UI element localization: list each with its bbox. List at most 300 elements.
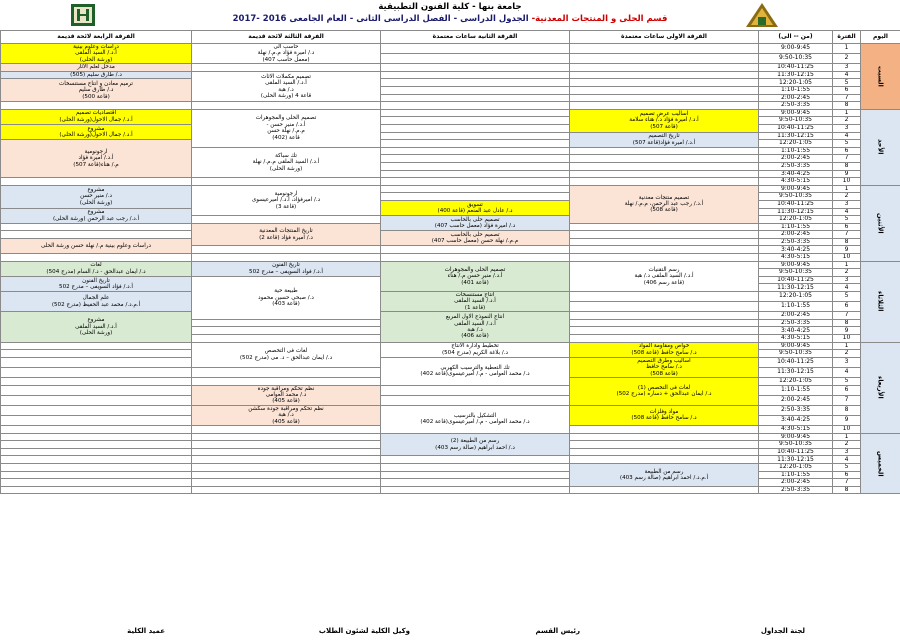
empty-cell bbox=[1, 426, 192, 434]
class-line: رسم التقنيات bbox=[648, 266, 680, 273]
table-row bbox=[1, 395, 900, 405]
table-row bbox=[1, 479, 900, 487]
table-row bbox=[1, 71, 900, 79]
empty-cell bbox=[192, 178, 381, 186]
period-number: 6 bbox=[833, 147, 861, 155]
period-number: 8 bbox=[833, 238, 861, 246]
table-row bbox=[1, 486, 900, 494]
empty-cell bbox=[1, 433, 192, 441]
period-number: 7 bbox=[833, 479, 861, 487]
class-line: أ.م.د./ احمد ابراهيم (صالة رسم 403) bbox=[619, 474, 709, 481]
class-line: د./ ايمان عبدالحق + دساره (مدرج 502) bbox=[616, 391, 712, 398]
class-line: أ.د./ السيد الملقى bbox=[454, 298, 496, 305]
day-cell: الأربعاء bbox=[861, 342, 900, 433]
period-number: 3 bbox=[833, 448, 861, 456]
empty-cell bbox=[570, 79, 759, 87]
class-line: (قاعة 403) bbox=[272, 301, 300, 308]
class-line: د./ محمد العوامى - م./ اميرعيسوى(قاعة 402) bbox=[420, 371, 530, 378]
empty-cell bbox=[192, 433, 381, 441]
empty-cell bbox=[570, 162, 759, 170]
class-line: (قاعة 508) bbox=[650, 207, 678, 214]
class-line: ارجونومية bbox=[84, 149, 108, 156]
empty-cell bbox=[570, 433, 759, 441]
period-number: 7 bbox=[833, 94, 861, 102]
empty-cell bbox=[1, 367, 192, 377]
class-line: مدخل لعلم الاثار bbox=[77, 64, 115, 71]
period-time: 11:30-12:15 bbox=[759, 132, 833, 140]
class-line: (قاعة 1) bbox=[464, 304, 486, 311]
col-time: (من -- الى) bbox=[759, 31, 833, 44]
class-line: تسويق bbox=[467, 201, 483, 208]
empty-cell bbox=[1, 441, 192, 449]
col-year1: الفرقة الاولى ساعات معتمدة bbox=[570, 31, 759, 44]
empty-cell bbox=[570, 178, 759, 186]
class-line: (قاعة 507) bbox=[650, 123, 678, 130]
table-row bbox=[1, 292, 900, 302]
table-row bbox=[1, 433, 900, 441]
class-block bbox=[192, 405, 381, 425]
class-block bbox=[570, 109, 759, 132]
empty-cell bbox=[381, 102, 570, 110]
class-line: (ورشة الحلى) bbox=[269, 165, 303, 172]
sig-vice-dean: وكيل الكلية لشئون الطلاب bbox=[318, 627, 410, 635]
class-line: أ.د./ اميرة فؤاد د./ هناء سلامة bbox=[629, 117, 699, 124]
class-block bbox=[381, 405, 570, 433]
class-line: تاريخ الفنون bbox=[272, 262, 300, 269]
class-line: د./ سامح حافظ bbox=[646, 364, 682, 371]
faculty-logo-icon bbox=[70, 3, 96, 27]
class-block bbox=[1, 292, 192, 312]
empty-cell bbox=[192, 246, 381, 254]
class-block bbox=[1, 64, 192, 72]
class-line: (قاعة 500) bbox=[82, 93, 110, 100]
empty-cell bbox=[570, 147, 759, 155]
empty-cell bbox=[381, 456, 570, 464]
class-block bbox=[570, 464, 759, 487]
class-line: د./ صبحى حسين محمود bbox=[258, 294, 314, 301]
empty-cell bbox=[570, 327, 759, 335]
class-line: علم الجمال bbox=[82, 295, 110, 302]
empty-cell bbox=[1, 385, 192, 395]
class-block bbox=[192, 71, 381, 101]
empty-cell bbox=[570, 254, 759, 262]
period-time: 11:30-12:15 bbox=[759, 284, 833, 292]
class-block bbox=[381, 312, 570, 342]
empty-cell bbox=[1, 357, 192, 367]
class-block bbox=[192, 342, 381, 367]
period-time: 9:00-9:45 bbox=[759, 109, 833, 117]
empty-cell bbox=[381, 486, 570, 494]
period-time: 9:50-10:35 bbox=[759, 350, 833, 358]
class-line: د./ محمد العوامى bbox=[265, 392, 307, 399]
empty-cell bbox=[381, 54, 570, 64]
class-block bbox=[192, 223, 381, 246]
class-line: (قاعة 405) bbox=[272, 398, 300, 405]
class-line: أ.د./ فواد السويفى – مدرج 502 bbox=[249, 268, 323, 275]
period-number: 4 bbox=[833, 456, 861, 464]
table-header-row bbox=[1, 31, 900, 44]
period-number: 4 bbox=[833, 208, 861, 216]
day-cell: الأحد bbox=[861, 109, 900, 185]
class-line: أ.د./ منير حسن - bbox=[266, 121, 306, 128]
class-line: مشروع bbox=[87, 187, 105, 193]
class-line: د./ احمد ابراهيم (صالة رسم 403) bbox=[435, 444, 515, 451]
class-line: (قاعة 401) bbox=[461, 279, 489, 286]
table-row bbox=[1, 79, 900, 87]
period-number: 8 bbox=[833, 162, 861, 170]
empty-cell bbox=[570, 155, 759, 163]
period-number: 3 bbox=[833, 64, 861, 72]
class-block bbox=[192, 261, 381, 276]
empty-cell bbox=[570, 102, 759, 110]
empty-cell bbox=[381, 254, 570, 262]
period-time: 9:50-10:35 bbox=[759, 193, 833, 201]
empty-cell bbox=[570, 302, 759, 312]
class-block bbox=[570, 132, 759, 147]
class-line: أ.د./ جمال الاحول(ورشة الحلى) bbox=[59, 132, 133, 139]
class-line: أ.د./ السيد الملقى د./ هبة bbox=[634, 273, 694, 280]
class-line: نظم تحكم ومراقبة جودة bbox=[257, 385, 315, 392]
empty-cell bbox=[570, 71, 759, 79]
table-row bbox=[1, 456, 900, 464]
class-block bbox=[1, 79, 192, 102]
class-line: رسم من الطبيعة bbox=[644, 468, 684, 475]
class-block bbox=[1, 276, 192, 291]
period-number: 5 bbox=[833, 464, 861, 472]
period-time: 3:40-4:25 bbox=[759, 415, 833, 425]
class-line: حاسب ألى bbox=[273, 44, 299, 50]
empty-cell bbox=[1, 395, 192, 405]
period-time: 10:40-11:25 bbox=[759, 357, 833, 367]
day-cell: الأثنين bbox=[861, 185, 900, 261]
empty-cell bbox=[570, 426, 759, 434]
day-cell: السبت bbox=[861, 44, 900, 110]
empty-cell bbox=[381, 147, 570, 155]
class-block bbox=[381, 357, 570, 385]
class-line: د./ ايمان عبدالحق - د./ السام (مدرج 504) bbox=[46, 268, 146, 275]
empty-cell bbox=[192, 464, 381, 472]
period-time: 11:30-12:15 bbox=[759, 367, 833, 377]
empty-cell bbox=[192, 216, 381, 224]
period-time: 9:50-10:35 bbox=[759, 54, 833, 64]
empty-cell bbox=[381, 395, 570, 405]
class-block bbox=[1, 185, 192, 208]
class-line: د./ طارق سليم (505) bbox=[70, 71, 122, 78]
class-line: انتاج مستنسخات bbox=[455, 292, 495, 299]
class-block bbox=[381, 231, 570, 246]
period-time: 12:20-1:05 bbox=[759, 464, 833, 472]
period-number: 10 bbox=[833, 178, 861, 186]
empty-cell bbox=[1, 342, 192, 350]
period-time: 4:30-5:15 bbox=[759, 254, 833, 262]
class-line: (ورشة الحلى) bbox=[79, 330, 113, 337]
empty-cell bbox=[192, 327, 381, 335]
empty-cell bbox=[192, 479, 381, 487]
class-line: (ورشة الحلى) bbox=[79, 56, 113, 63]
period-number: 8 bbox=[833, 319, 861, 327]
empty-cell bbox=[381, 162, 570, 170]
empty-cell bbox=[570, 312, 759, 320]
class-line: م.م./ نهلة حسن bbox=[267, 128, 305, 135]
period-number: 4 bbox=[833, 284, 861, 292]
period-number: 3 bbox=[833, 124, 861, 132]
period-number: 8 bbox=[833, 486, 861, 494]
period-number: 1 bbox=[833, 433, 861, 441]
empty-cell bbox=[381, 185, 570, 193]
class-line: تاريخ الفنون bbox=[82, 277, 110, 284]
class-block bbox=[1, 71, 192, 79]
period-number: 3 bbox=[833, 200, 861, 208]
period-time: 2:50-3:35 bbox=[759, 319, 833, 327]
empty-cell bbox=[192, 378, 381, 386]
class-line: أ.د./ اميرة فؤاد bbox=[78, 155, 114, 162]
period-time: 4:30-5:15 bbox=[759, 335, 833, 343]
empty-cell bbox=[1, 231, 192, 239]
col-period: الفترة bbox=[833, 31, 861, 44]
empty-cell bbox=[1, 350, 192, 358]
class-line: أ.د./ السيد الملقى bbox=[454, 320, 496, 327]
class-line: تصميم الحلى والمجوهرات bbox=[444, 266, 506, 273]
period-time: 9:00-9:45 bbox=[759, 433, 833, 441]
period-time: 10:40-11:25 bbox=[759, 64, 833, 72]
class-block bbox=[192, 276, 381, 319]
empty-cell bbox=[570, 238, 759, 246]
period-number: 4 bbox=[833, 367, 861, 377]
empty-cell bbox=[192, 254, 381, 262]
class-line: قاعة 4 (ورشة الحلى) bbox=[260, 92, 312, 99]
period-number: 6 bbox=[833, 471, 861, 479]
period-time: 11:30-12:15 bbox=[759, 456, 833, 464]
period-time: 2:50-3:35 bbox=[759, 162, 833, 170]
period-number: 1 bbox=[833, 185, 861, 193]
sig-dean: عميد الكلية bbox=[127, 627, 165, 635]
period-time: 9:00-9:45 bbox=[759, 44, 833, 54]
period-number: 7 bbox=[833, 231, 861, 239]
period-time: 9:50-10:35 bbox=[759, 117, 833, 125]
empty-cell bbox=[192, 426, 381, 434]
class-line: تصميم حلى بالحاسب bbox=[450, 216, 500, 223]
signature-footer bbox=[0, 626, 900, 640]
empty-cell bbox=[570, 87, 759, 95]
empty-cell bbox=[381, 479, 570, 487]
class-block bbox=[570, 357, 759, 377]
empty-cell bbox=[381, 140, 570, 148]
class-line: نظم تحكم ومراقبة جودة سكشن bbox=[248, 405, 324, 412]
class-line: لغات فى التخصص (1) bbox=[637, 385, 691, 392]
period-number: 5 bbox=[833, 216, 861, 224]
period-time: 1:10-1:55 bbox=[759, 385, 833, 395]
empty-cell bbox=[381, 109, 570, 117]
table-row bbox=[1, 464, 900, 472]
table-row bbox=[1, 342, 900, 350]
period-time: 9:00-9:45 bbox=[759, 261, 833, 269]
period-number: 7 bbox=[833, 155, 861, 163]
empty-cell bbox=[381, 124, 570, 132]
col-year4: الفرقة الرابعة لائحة قديمة bbox=[1, 31, 192, 44]
col-day: اليوم bbox=[861, 31, 900, 44]
period-time: 3:40-4:25 bbox=[759, 327, 833, 335]
empty-cell bbox=[570, 292, 759, 302]
empty-cell bbox=[381, 385, 570, 395]
schedule-subtitle: الجدول الدراسى - الفصل الدراسى الثانى - العام الجامعى 2016 -2017 bbox=[232, 14, 529, 24]
class-block bbox=[192, 385, 381, 405]
table-row bbox=[1, 312, 900, 320]
period-time: 10:40-11:25 bbox=[759, 200, 833, 208]
class-block bbox=[381, 261, 570, 291]
class-line: مشروع bbox=[87, 317, 105, 324]
empty-cell bbox=[381, 155, 570, 163]
class-line: د./ طارق سليم bbox=[78, 87, 114, 94]
period-number: 2 bbox=[833, 441, 861, 449]
class-block bbox=[570, 261, 759, 291]
class-line: د./ ايمان عبدالحق – د. مى (مدرج 502) bbox=[239, 354, 333, 361]
period-number: 5 bbox=[833, 292, 861, 302]
period-number: 8 bbox=[833, 102, 861, 110]
class-line: تصميم مكملات الاثاث bbox=[261, 73, 311, 80]
table-row bbox=[1, 44, 900, 54]
empty-cell bbox=[381, 87, 570, 95]
class-line: (قاعة 508) bbox=[650, 370, 678, 377]
class-line: ارجونومية bbox=[274, 190, 298, 197]
period-number: 6 bbox=[833, 385, 861, 395]
class-line: دراسات وعلوم بينية bbox=[73, 44, 119, 50]
empty-cell bbox=[570, 448, 759, 456]
empty-cell bbox=[381, 464, 570, 472]
class-line: د./ اميرفؤاد، أ.د./ اميرعيسوى bbox=[251, 197, 321, 204]
period-time: 1:10-1:55 bbox=[759, 302, 833, 312]
period-number: 9 bbox=[833, 246, 861, 254]
class-block bbox=[381, 292, 570, 312]
schedule-title bbox=[120, 14, 780, 24]
class-line: تك التعطية والترسيب الكهربى bbox=[440, 364, 510, 371]
period-time: 9:00-9:45 bbox=[759, 185, 833, 193]
class-block bbox=[1, 44, 192, 64]
class-line: أ.د./ السيد الملقى bbox=[75, 323, 117, 330]
class-line: د./ بلاغة الكريم (مدرج 504) bbox=[441, 349, 509, 356]
class-line: أ.د./ منير حسن م./ هناء bbox=[447, 273, 503, 280]
period-time: 4:30-5:15 bbox=[759, 178, 833, 186]
empty-cell bbox=[192, 335, 381, 343]
class-block bbox=[1, 261, 192, 276]
period-time: 3:40-4:25 bbox=[759, 246, 833, 254]
empty-cell bbox=[381, 193, 570, 201]
period-number: 4 bbox=[833, 71, 861, 79]
class-line: تصميم الحلى والمجوهرات bbox=[255, 115, 317, 122]
empty-cell bbox=[381, 117, 570, 125]
class-line: تاريخ التصميم bbox=[648, 133, 680, 140]
period-number: 1 bbox=[833, 44, 861, 54]
empty-cell bbox=[381, 64, 570, 72]
period-time: 2:00-2:45 bbox=[759, 94, 833, 102]
period-number: 9 bbox=[833, 327, 861, 335]
empty-cell bbox=[570, 319, 759, 327]
period-time: 2:00-2:45 bbox=[759, 479, 833, 487]
empty-cell bbox=[570, 54, 759, 64]
period-time: 2:50-3:35 bbox=[759, 486, 833, 494]
empty-cell bbox=[192, 448, 381, 456]
period-number: 3 bbox=[833, 276, 861, 284]
period-time: 1:10-1:55 bbox=[759, 471, 833, 479]
class-block bbox=[570, 342, 759, 357]
class-line: د./ سامح حافظ (قاعة 508) bbox=[631, 349, 697, 356]
table-row bbox=[1, 102, 900, 110]
class-block bbox=[192, 185, 381, 215]
period-time: 4:30-5:15 bbox=[759, 426, 833, 434]
period-number: 9 bbox=[833, 415, 861, 425]
period-number: 1 bbox=[833, 261, 861, 269]
period-number: 7 bbox=[833, 312, 861, 320]
class-block bbox=[1, 238, 192, 253]
period-number: 6 bbox=[833, 223, 861, 231]
table-row bbox=[1, 254, 900, 262]
empty-cell bbox=[192, 471, 381, 479]
class-line: (قاعة 405) bbox=[272, 418, 300, 425]
empty-cell bbox=[192, 102, 381, 110]
class-block bbox=[570, 405, 759, 425]
class-line: (معمل حاسب 407) bbox=[262, 56, 310, 63]
class-block bbox=[192, 109, 381, 147]
class-line: د./ محمد العوامى - م./ اميرعيسوى(قاعة 402) bbox=[420, 419, 530, 426]
class-line: اساليب عرض تصميم bbox=[639, 111, 689, 118]
col-year3: الفرقة الثالثة لائحة قديمة bbox=[192, 31, 381, 44]
empty-cell bbox=[1, 415, 192, 425]
class-line: أ.د./ السيد الملقى bbox=[265, 80, 307, 87]
university-title: جامعة بنها - كلية الفنون التطبيقية bbox=[378, 2, 522, 12]
class-line: (قاعة رسم 406) bbox=[643, 279, 685, 286]
period-time: 9:50-10:35 bbox=[759, 441, 833, 449]
empty-cell bbox=[1, 378, 192, 386]
page-header bbox=[0, 0, 900, 30]
period-time: 12:20-1:05 bbox=[759, 292, 833, 302]
table-row bbox=[1, 357, 900, 367]
class-line: طبيعة حية bbox=[274, 288, 298, 295]
class-line: مشروع bbox=[87, 209, 105, 216]
class-line: تاريخ المنتجات المعدنية bbox=[259, 228, 313, 235]
class-block bbox=[1, 124, 192, 139]
empty-cell bbox=[381, 170, 570, 178]
table-row bbox=[1, 405, 900, 415]
empty-cell bbox=[1, 405, 192, 415]
class-line: (قاعة 406) bbox=[461, 333, 489, 340]
empty-cell bbox=[570, 456, 759, 464]
class-line: أ.د./ السيد الملقى bbox=[75, 50, 117, 57]
class-block bbox=[381, 342, 570, 357]
period-time: 1:10-1:55 bbox=[759, 223, 833, 231]
period-number: 2 bbox=[833, 117, 861, 125]
period-time: 3:40-4:25 bbox=[759, 170, 833, 178]
empty-cell bbox=[1, 223, 192, 231]
period-number: 3 bbox=[833, 357, 861, 367]
empty-cell bbox=[192, 367, 381, 377]
period-number: 10 bbox=[833, 335, 861, 343]
class-line: تصميم حلى بالحاسب bbox=[450, 231, 500, 238]
period-number: 6 bbox=[833, 87, 861, 95]
day-cell: الثلاثاء bbox=[861, 261, 900, 342]
class-line: التشكيل بالترسيب bbox=[453, 412, 497, 419]
table-row bbox=[1, 231, 900, 239]
class-line: دراسات وعلوم بينية م./ نهلة حسن ورشة الحلى bbox=[40, 242, 151, 249]
class-line: اقتصاديات تصميم bbox=[75, 110, 117, 117]
table-row bbox=[1, 124, 900, 132]
period-number: 1 bbox=[833, 342, 861, 350]
class-block bbox=[381, 216, 570, 231]
department-name: قسم الحلى و المنتجات المعدنية- bbox=[531, 14, 668, 24]
table-row bbox=[1, 185, 900, 193]
class-line: أ.د./ اميرة فؤاد(قاعة 507) bbox=[632, 139, 696, 146]
empty-cell bbox=[381, 132, 570, 140]
class-line: م.م./ نهلة حسن (معمل حاسب 407) bbox=[431, 238, 519, 245]
period-time: 2:00-2:45 bbox=[759, 395, 833, 405]
